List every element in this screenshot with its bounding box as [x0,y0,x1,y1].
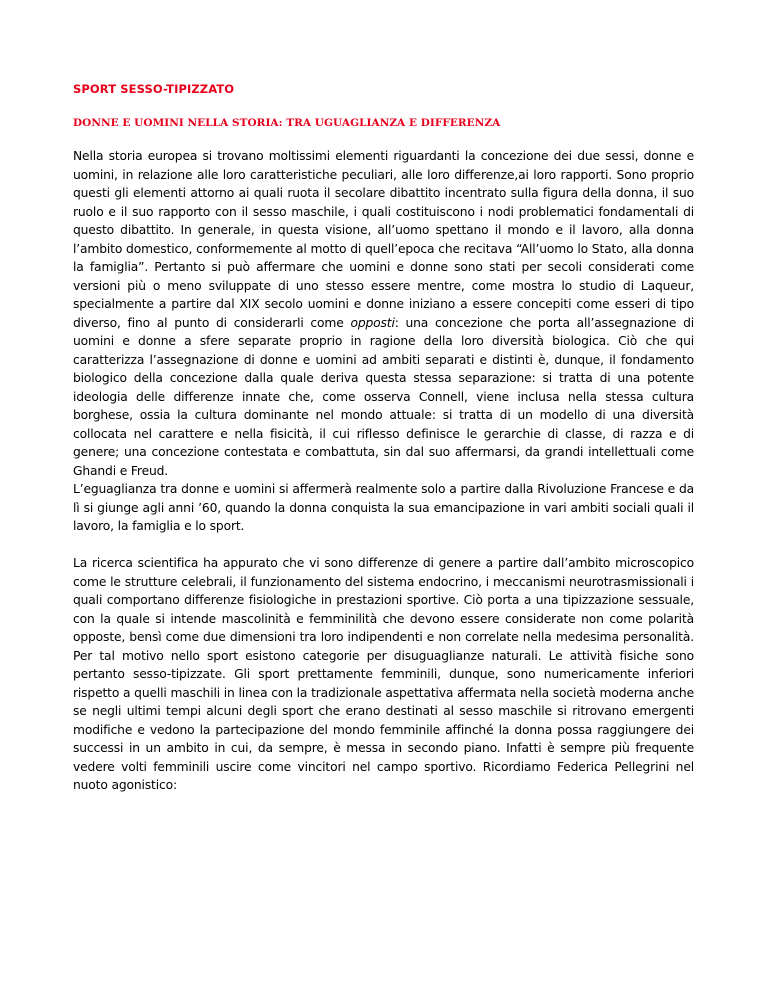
paragraph-history [73,147,694,480]
paragraph-history-text-after: : una concezione che porta all’assegnazione di uomini e donne a sfere separate proprio in ragione della loro diversità biologica. Ciò che qui caratterizza l’assegnazione di donne e uomini ad ambiti separati e distinti è, dunque, il fondamento biologico della concezione dalla quale deriva questa stessa separazione: si tratta di una potente ideologia delle differenze innate che, come osserva Connell, viene inclusa nella stessa cultura borghese, ossia la cultura dominante nel mondo attuale: si tratta di un modello di una diversità collocata nel carattere e nella fisicità, il cui riflesso definisce le gerarchie di classe, di razza e di genere; una concezione contestata e combattuta, sin dal suo affermarsi, da grandi intellettuali come Ghandi e Freud. [73,315,695,478]
paragraph-history-text-before: Nella storia europea si trovano moltissimi elementi riguardanti la concezione dei due sessi, donne e uomini, in relazione alle loro caratteristiche peculiari, alle loro differenze,ai loro rapporti. Sono proprio questi gli elementi attorno ai quali ruota il secolare dibattito incentrato sulla figura della donna, il suo ruolo e il suo rapporto con il sesso maschile, i quali costituiscono i nodi problematici fondamentali di questo dibattito. In generale, in questa visione, all’uomo spettano il mondo e il lavoro, alla donna l’ambito domestico, conformemente al motto di quell’epoca che recitava “All’uomo lo Stato, alla donna la famiglia”. Pertanto si può affermare che uomini e donne sono stati per secoli considerati come versioni più o meno sviluppate di uno stesso essere mentre, come mostra lo studio di Laqueur, specialmente a partire dal XIX secolo uomini e donne iniziano a essere concepiti come esseri di tipo diverso, fino al punto di considerarli come [73,149,694,330]
document-title: SPORT SESSO-TIPIZZATO [73,82,235,96]
paragraph-equality: L’eguaglianza tra donne e uomini si affermerà realmente solo a partire dalla Rivoluzione Francese e da lì si giunge agli anni ’60, quando la donna conquista la sua emancipazione in vari ambiti sociali quali il lavoro, la famiglia e lo sport. [73,482,694,533]
document-page [73,82,694,795]
paragraph-research: La ricerca scientifica ha appurato che vi sono differenze di genere a partire dall’ambito microscopico come le strutture celebrali, il funzionamento del sistema endocrino, i meccanismi neurotrasmissionali i quali comportano differenze fisiologiche in prestazioni sportive. Ciò porta a una tipizzazione sessuale, con la quale si intende mascolinità e femminilità che devono essere considerate non come polarità opposte, bensì come due dimensioni tra loro indipendenti e non correlate nella medesima personalità. Per tal motivo nello sport esistono categorie per disuguaglianze naturali. Le attività fisiche sono pertanto sesso-tipizzate. Gli sport prettamente femminili, dunque, sono numericamente inferiori rispetto a quelli maschili in linea con la tradizionale aspettativa affermata nella società moderna anche se negli ultimi tempi alcuni degli sport che erano destinati al sesso maschile si ritrovano emergenti modifiche e vedono la partecipazione del mondo femminile affinché la donna possa raggiungere dei successi in un ambito in cui, da sempre, è messa in secondo piano. Infatti è sempre più frequente vedere volti femminili uscire come vincitori nel campo sportivo. Ricordiamo Federica Pellegrini nel nuoto agonistico: [73,556,694,792]
document-subtitle: DONNE E UOMINI NELLA STORIA: TRA UGUAGLIANZA E DIFFERENZA [73,117,501,129]
emphasis-opposti: opposti [350,315,395,330]
